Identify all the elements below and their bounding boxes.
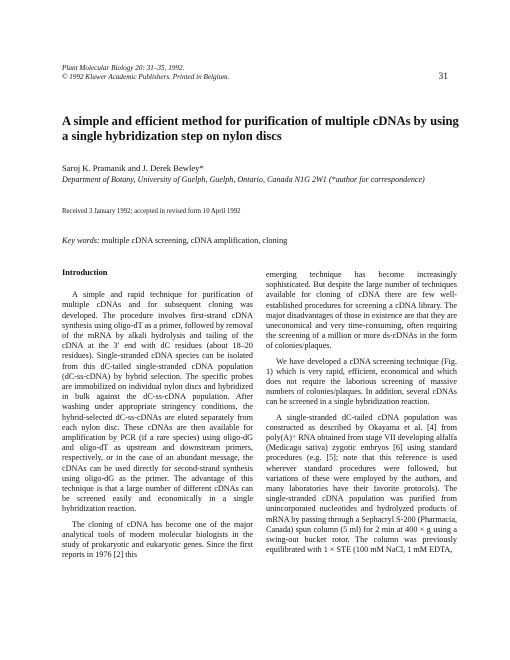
paragraph: The cloning of cDNA has become one of the major analytical tools of modern molecular biologists in the study of prokaryotic and eukaryotic genes. Since the first reports in 1976 [2] this [62, 519, 253, 560]
keywords-label: Key words: [62, 236, 100, 245]
paragraph: emerging technique has become increasingly sophisticated. But despite the large number of techniques available for cloning of cDNA there are few well-established procedures for screening a cDNA library. The major disadvantages of those in existence are that they are uneconomical and very time-consuming, often requiring the screening of a million or more ds-cDNAs in the form of colonies/plaques. [266, 270, 457, 351]
received-date: Received 3 January 1992; accepted in revised form 10 April 1992 [62, 208, 241, 215]
affiliation: Department of Botany, University of Guelph, Guelph, Ontario, Canada N1G 2W1 (*author for correspondence) [62, 175, 425, 184]
paragraph: We have developed a cDNA screening technique (Fig. 1) which is very rapid, efficient, economical and which does not require the laborious screening of massive numbers of colonies/plaques. In addition, several cDNAs can be screened in a single hybridization reaction. [266, 356, 457, 407]
keywords-text: multiple cDNA screening, cDNA amplification, cloning [101, 236, 288, 245]
paragraph: A simple and rapid technique for purification of multiple cDNAs and for subsequent cloning was developed. The procedure involves first-strand cDNA synthesis using oligo-dT as a primer, followed by removal of the mRNA by alkali hydrolysis and tailing of the cDNA at the 3′ end with dC residues (about 18–20 residues). Single-stranded cDNA species can be isolated from this dC-tailed single-stranded cDNA population (dC-ss-cDNA) by hybrid selection. The specific probes are immobilized on individual nylon discs and hybridized in bulk against the dC-ss-cDNA population. After washing under appropriate stringency conditions, the hybrid-selected dC-ss-cDNAs are eluted separately from each nylon disc. These cDNAs are then available for amplification by PCR (if a rare species) using oligo-dG and oligo-dT as upstream and downstream primers, respectively, or in the case of an abundant message, the cDNAs can be used directly for second-strand synthesis using oligo-dG as the primer. The advantage of this technique is that a large number of different cDNAs can be screened easily and economically in a single hybridization reaction. [62, 290, 253, 514]
paper-title: A simple and efficient method for purification of multiple cDNAs by using a single hybridization step on nylon discs [62, 114, 459, 143]
journal-line-2: © 1992 Kluwer Academic Publishers. Printed in Belgium. [62, 73, 230, 81]
paragraph: A single-stranded dC-tailed cDNA population was constructed as described by Okayama et al. [4] from poly(A)⁺ RNA obtained from stage VII developing alfalfa (Medicago sativa) zygotic embryos [6] using standard procedures (e.g. [5]; note that this reference is used wherever standard procedures were followed, but variations of these were employed by the authors, and many laboratories have their favorite protocols). The single-stranded cDNA population was purified from unincorporated nucleotides and hydrolyzed products of mRNA by passing through a Sephacryl S-200 (Pharmacia, Canada) spun column (5 ml) for 2 min at 400 × g using a swing-out bucket rotor. The column was previously equilibrated with 1 × STE (100 mM NaCl, 1 mM EDTA, [266, 412, 458, 555]
keywords [62, 236, 287, 245]
authors: Saroj K. Pramanik and J. Derek Bewley* [62, 163, 204, 173]
section-heading: Introduction [62, 268, 108, 277]
journal-line-1: Plant Molecular Biology 20: 31–35, 1992. [62, 64, 185, 72]
page-number: 31 [438, 72, 448, 82]
right-column [266, 270, 457, 560]
left-column [62, 268, 253, 565]
journal-citation [62, 64, 229, 82]
